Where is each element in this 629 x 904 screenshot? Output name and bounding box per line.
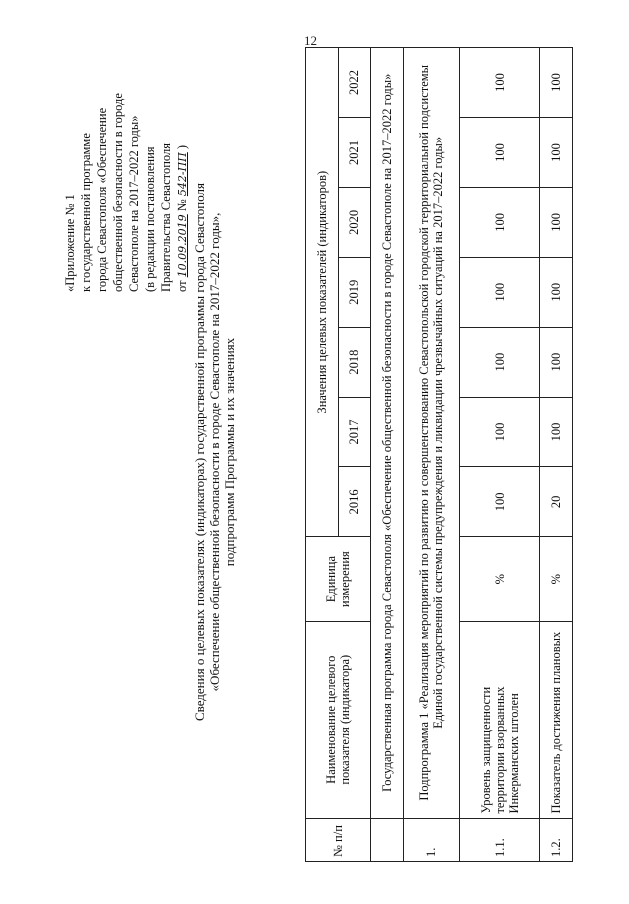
table-row — [459, 48, 539, 862]
appendix-line: к государственной программе — [78, 133, 93, 292]
header-year: 2017 — [338, 397, 371, 467]
appendix-line: (в редакции постановления — [142, 146, 157, 292]
header-unit: Единица измерения — [305, 537, 370, 622]
rotated-page-content — [55, 42, 575, 862]
indicators-table — [305, 47, 573, 862]
header-num: № п/п — [305, 818, 370, 861]
date-prefix: от — [174, 280, 189, 292]
appendix-line: Правительства Севастополя — [158, 143, 173, 292]
subprogram-row — [403, 48, 459, 862]
title-line: «Обеспечение общественной безопасности в городе Севастополе на 2017–2022 годы», — [206, 212, 222, 692]
row-num: 1.2. — [539, 818, 572, 861]
document-title — [192, 42, 237, 862]
row-unit: % — [459, 537, 539, 622]
appendix-line: Севастополе на 2017–2022 годы» — [126, 115, 141, 292]
header-year: 2018 — [338, 327, 371, 397]
row-value: 20 — [539, 467, 572, 537]
page-number: 12 — [304, 33, 317, 48]
handwritten-date: 10.09.2019 — [175, 214, 189, 278]
header-values: Значения целевых показателей (индикаторов) — [305, 48, 338, 537]
header-year: 2019 — [338, 257, 371, 327]
row-name: Показатель достижения плановых — [539, 621, 572, 818]
row-value: 100 — [539, 48, 572, 118]
appendix-date-line — [174, 42, 191, 292]
row-value: 100 — [459, 48, 539, 118]
handwritten-number: 542-ПП — [175, 152, 189, 197]
header-year: 2020 — [338, 187, 371, 257]
row-value: 100 — [539, 257, 572, 327]
row-value: 100 — [459, 257, 539, 327]
row-value: 100 — [459, 467, 539, 537]
header-year: 2016 — [338, 467, 371, 537]
title-line: Сведения о целевых показателях (индикаторах) государственной программы города Севастополя — [191, 182, 207, 722]
table-header-row — [305, 48, 338, 862]
subprogram-num: 1. — [403, 818, 459, 861]
row-value: 100 — [539, 397, 572, 467]
row-value: 100 — [539, 118, 572, 188]
row-value: 100 — [459, 327, 539, 397]
row-value: 100 — [459, 397, 539, 467]
number-prefix: № — [174, 199, 189, 212]
row-unit: % — [539, 537, 572, 622]
appendix-line: «Приложение № 1 — [62, 194, 77, 292]
closing-paren: ) — [174, 144, 189, 150]
appendix-line: общественной безопасности в городе — [110, 93, 125, 292]
appendix-block — [62, 42, 191, 292]
program-num-cell — [370, 818, 403, 861]
program-title: Государственная программа города Севастополя «Обеспечение общественной безопасности в городе Севастополе на 2017–2022 годы» — [370, 48, 403, 819]
header-year: 2021 — [338, 118, 371, 188]
header-name: Наименование целевого показателя (индикатора) — [305, 621, 370, 818]
row-num: 1.1. — [459, 818, 539, 861]
row-value: 100 — [539, 327, 572, 397]
table-row — [539, 48, 572, 862]
row-value: 100 — [539, 187, 572, 257]
header-year: 2022 — [338, 48, 371, 118]
row-value: 100 — [459, 118, 539, 188]
appendix-line: города Севастополя «Обеспечение — [94, 107, 109, 292]
title-line: подпрограмм Программы и их значениях — [221, 337, 237, 567]
subprogram-title: Подпрограмма 1 «Реализация мероприятий по развитию и совершенствованию Севастопольской городской территориальной подсистемы Единой государственной системы предупреждения и ликвидации чрезвычайных ситуаций на 2017–2022 годы» — [403, 48, 459, 819]
row-name: Уровень защищенности территории взорванных Инкерманских штолен — [459, 621, 539, 818]
row-value: 100 — [459, 187, 539, 257]
program-row — [370, 48, 403, 862]
